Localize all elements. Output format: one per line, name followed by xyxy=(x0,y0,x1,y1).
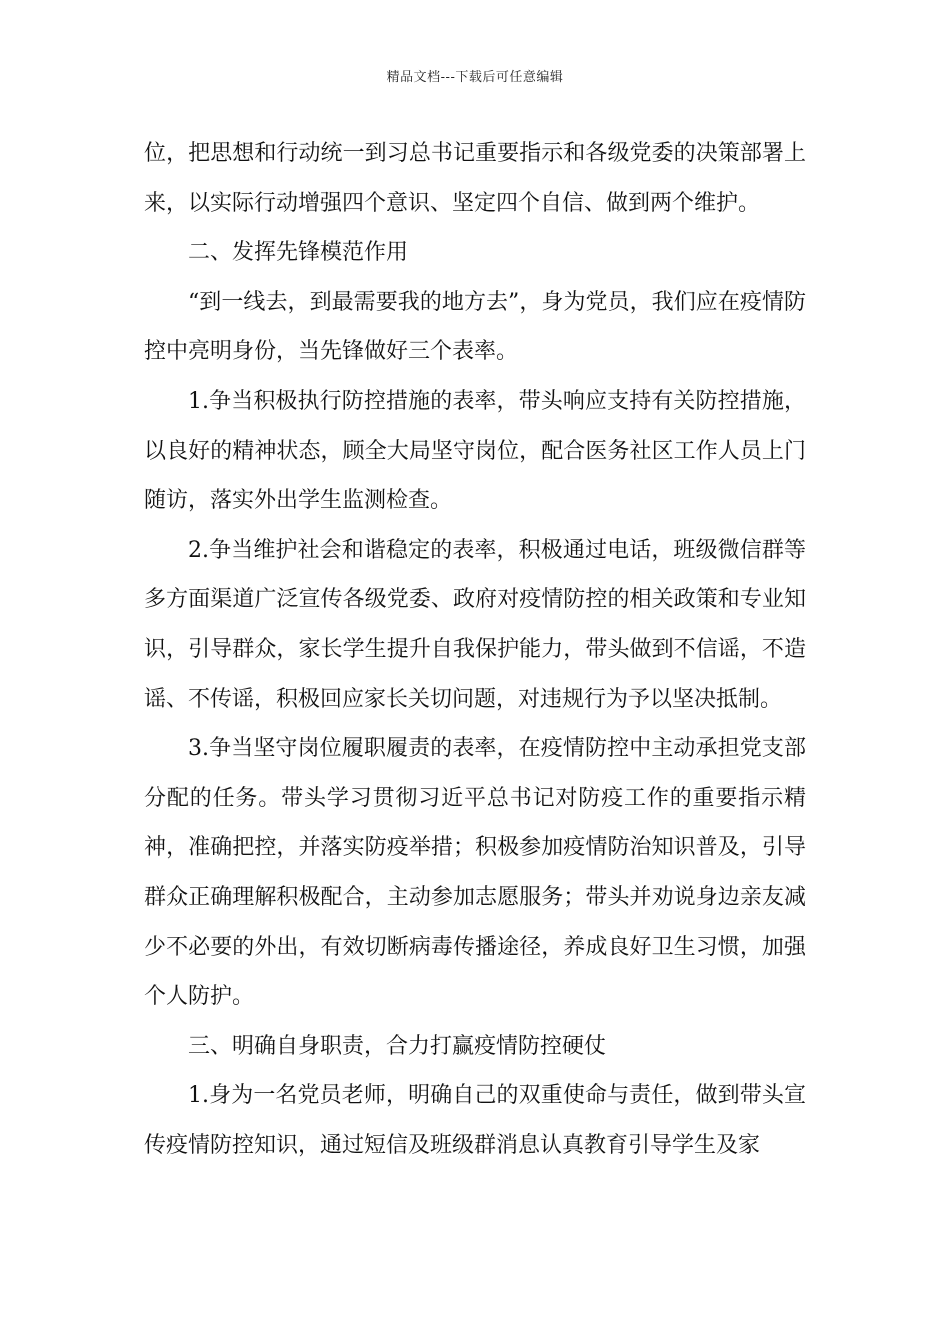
section-heading-2: 二、发挥先锋模范作用 xyxy=(188,240,409,266)
paragraph-item-2: 2.争当维护社会和谐稳定的表率，积极通过电话，班级微信群等多方面渠道广泛宣传各级党委、政府对疫情防控的相关政策和专业知识，引导群众，家长学生提升自我保护能力，带头做到不信谣，不造谣、不传谣，积极回应家长关切问题，对违规行为予以坚决抵制。 xyxy=(144,537,806,712)
paragraph-continuation: 位，把思想和行动统一到习总书记重要指示和各级党委的决策部署上来，以实际行动增强四个意识、坚定四个自信、做到两个维护。 xyxy=(144,141,806,216)
paragraph-item-3-1: 1.身为一名党员老师，明确自己的双重使命与责任，做到带头宣传疫情防控知识，通过短信及班级群消息认真教育引导学生及家 xyxy=(144,1083,806,1158)
paragraph-item-1: 1.争当积极执行防控措施的表率，带头响应支持有关防控措施，以良好的精神状态，顾全大局坚守岗位，配合医务社区工作人员上门随访，落实外出学生监测检查。 xyxy=(144,388,806,514)
page-header: 精品文档---下载后可任意编辑 xyxy=(386,70,564,85)
paragraph-intro: “到一线去，到最需要我的地方去”，身为党员，我们应在疫情防控中亮明身份，当先锋做好三个表率。 xyxy=(144,289,806,365)
document-body xyxy=(144,129,806,1170)
paragraph-item-3: 3.争当坚守岗位履职履责的表率，在疫情防控中主动承担党支部分配的任务。带头学习贯彻习近平总书记对防疫工作的重要指示精神，准确把控，并落实防疫举措；积极参加疫情防治知识普及，引导群众正确理解积极配合，主动参加志愿服务；带头并劝说身边亲友减少不必要的外出，有效切断病毒传播途径，养成良好卫生习惯，加强个人防护。 xyxy=(144,736,806,1010)
section-heading-3: 三、明确自身职责，合力打赢疫情防控硬仗 xyxy=(188,1033,607,1059)
